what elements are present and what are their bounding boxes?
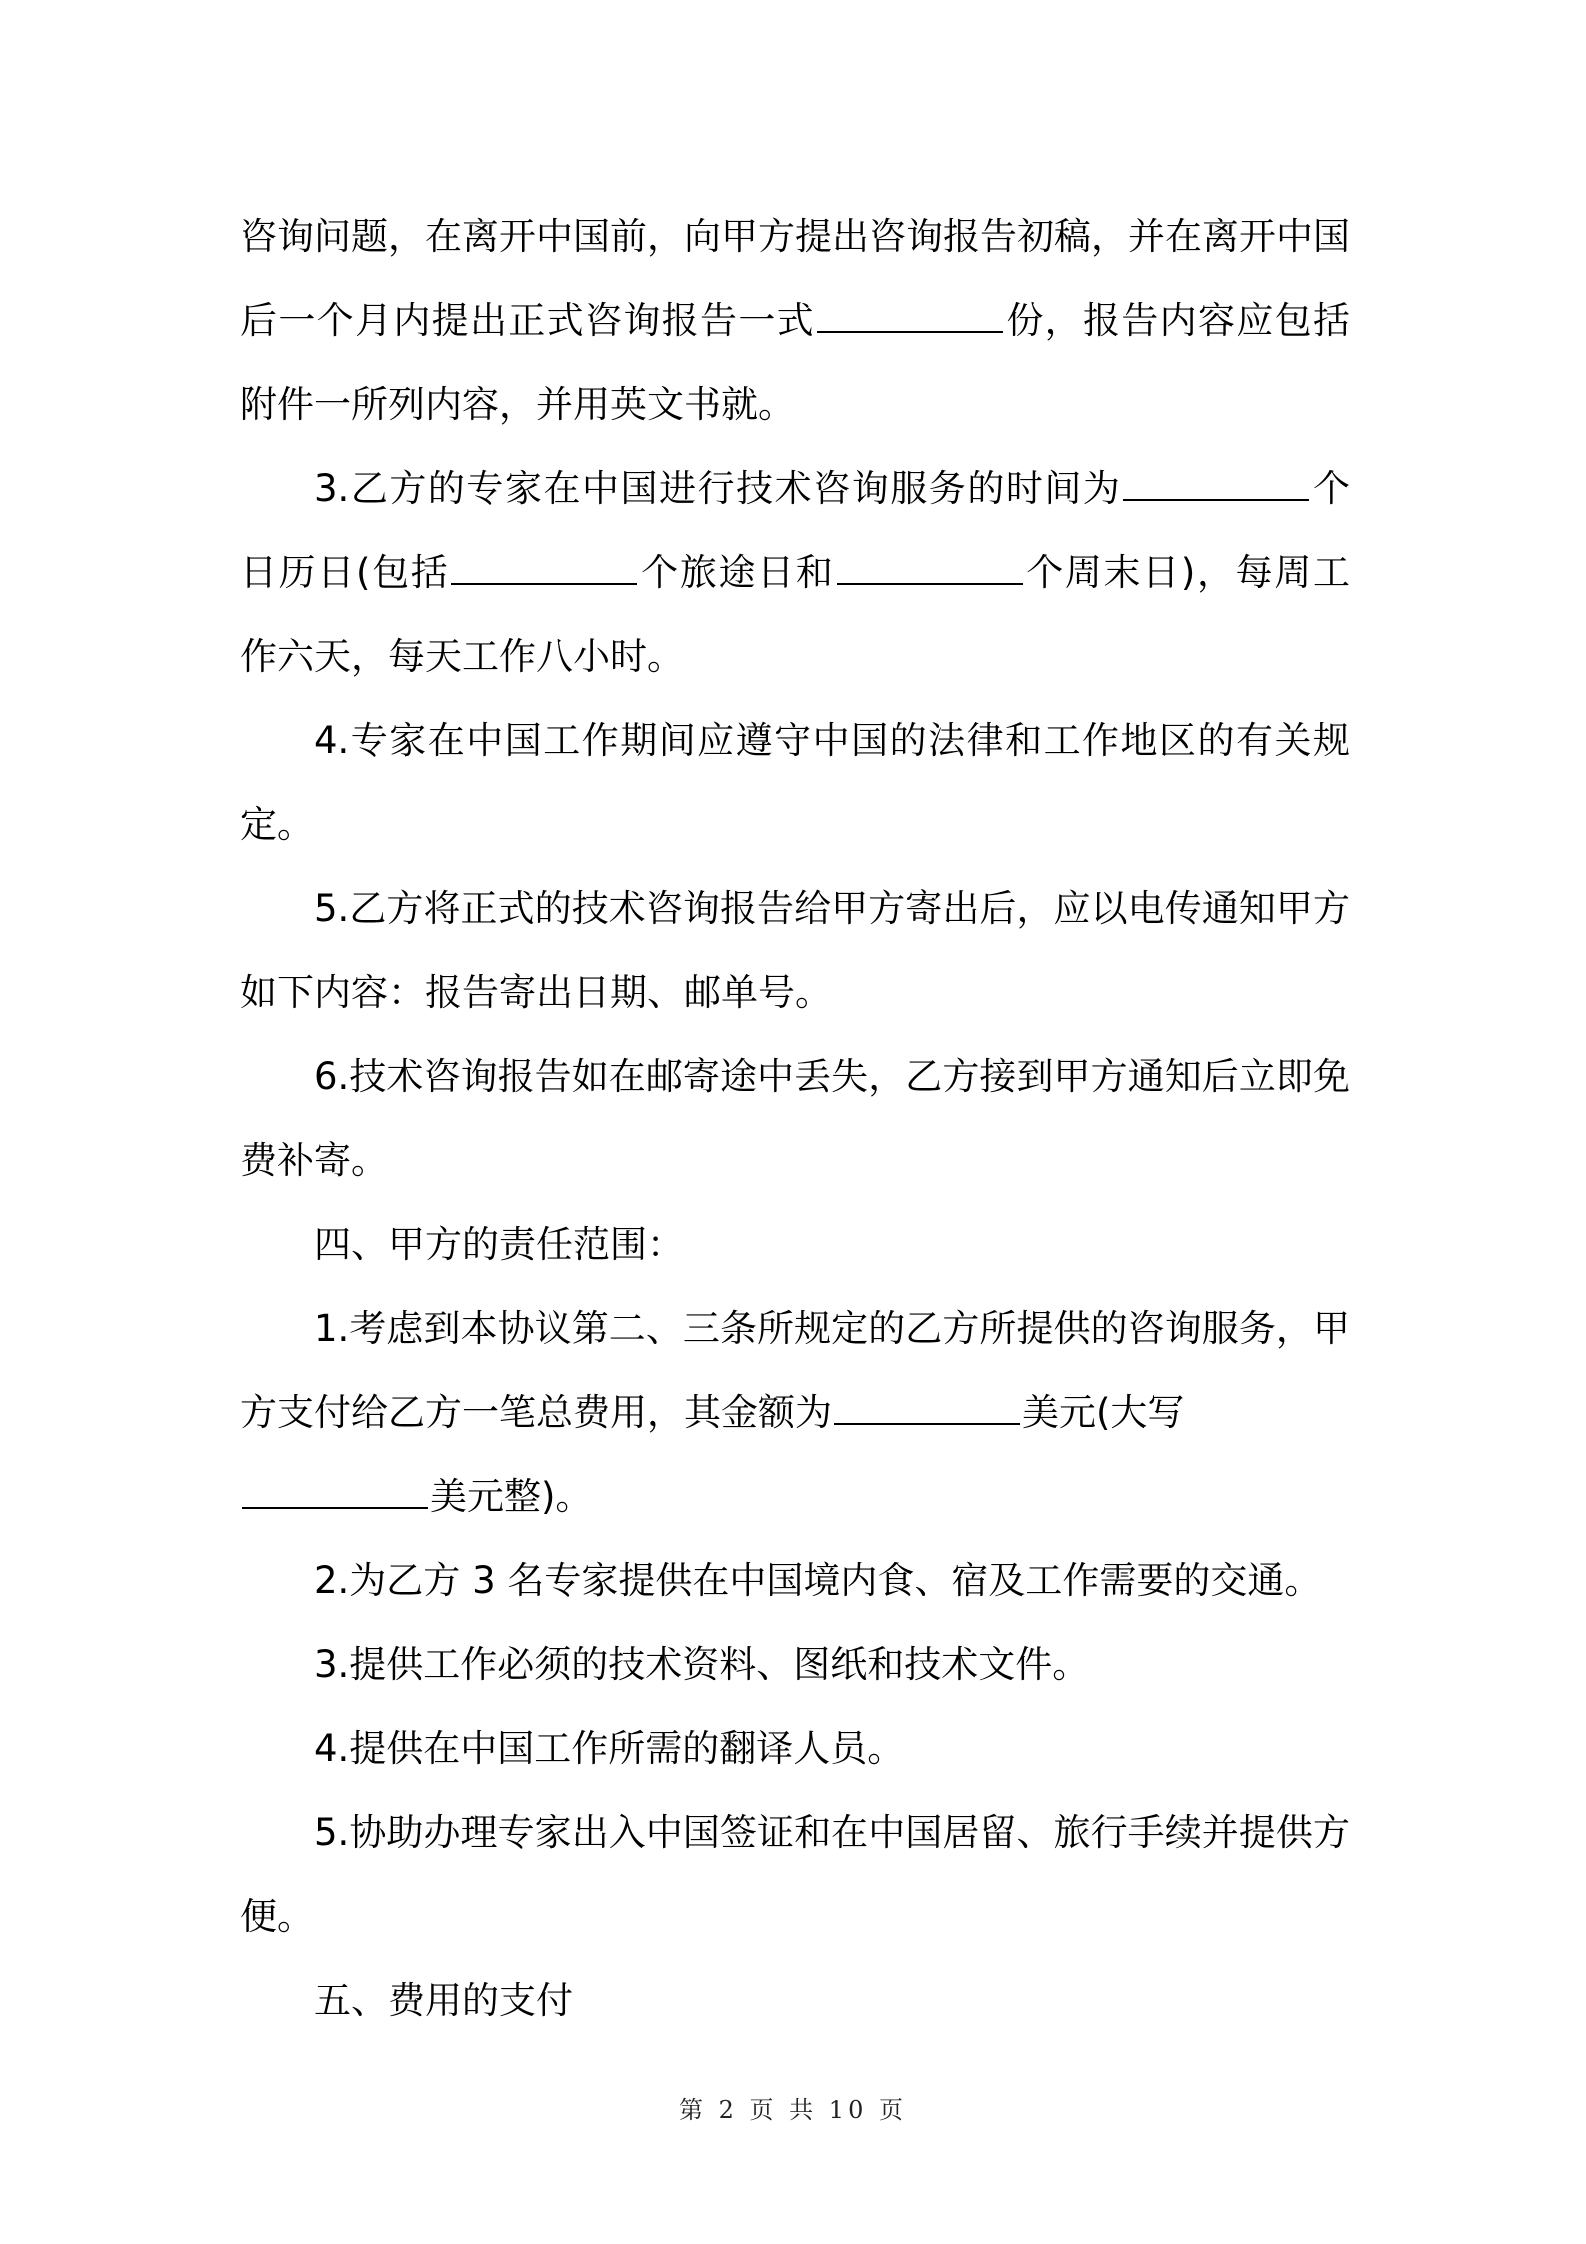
- text-segment: 咨询问题，在离开中国前，向甲方提出咨询报告初稿，并在离开中国后一个月内提出正式咨询报告一式: [240, 215, 1350, 342]
- fill-in-blank: [242, 1479, 428, 1509]
- text-segment: 美元整)。: [430, 1475, 593, 1518]
- fill-in-blank: [451, 555, 637, 585]
- text-segment: 5.乙方将正式的技术咨询报告给甲方寄出后，应以电传通知甲方如下内容：报告寄出日期、邮单号。: [240, 887, 1350, 1014]
- fill-in-blank: [1123, 471, 1309, 501]
- text-segment: 5.协助办理专家出入中国签证和在中国居留、旅行手续并提供方便。: [240, 1811, 1350, 1938]
- paragraph-party-a-clause-2-lodging: [240, 1539, 1350, 1623]
- fill-in-blank: [817, 303, 1003, 333]
- paragraph-party-a-clause-3-materials: [240, 1623, 1350, 1707]
- text-segment: 个日历日(包括: [240, 467, 1350, 594]
- text-segment: 份，报告内容应包括附件一所列内容，并用英文书就。: [240, 299, 1350, 426]
- text-segment: 6.技术咨询报告如在邮寄途中丢失，乙方接到甲方通知后立即免费补寄。: [240, 1055, 1350, 1182]
- text-segment: 3.提供工作必须的技术资料、图纸和技术文件。: [314, 1643, 1090, 1686]
- text-segment: 个旅途日和: [639, 551, 835, 594]
- paragraph-party-a-clause-1-fee: [240, 1287, 1350, 1455]
- fill-in-blank: [837, 555, 1023, 585]
- text-segment: 4.提供在中国工作所需的翻译人员。: [314, 1727, 905, 1770]
- text-segment: 五、费用的支付: [314, 1979, 573, 2022]
- document-body: [240, 195, 1350, 2043]
- text-segment: 个周末日)，每周工作六天，每天工作八小时。: [240, 551, 1351, 678]
- paragraph-clause-6-lost-report: [240, 1035, 1350, 1203]
- paragraph-party-a-clause-5-visa: [240, 1791, 1350, 1959]
- section-heading-party-a-scope: [240, 1203, 1350, 1287]
- text-segment: 4.专家在中国工作期间应遵守中国的法律和工作地区的有关规定。: [240, 719, 1350, 846]
- text-segment: 2.为乙方 3 名专家提供在中国境内食、宿及工作需要的交通。: [314, 1559, 1322, 1602]
- paragraph-party-a-clause-1-fee-continued: [240, 1455, 1350, 1539]
- paragraph-consulting-report: [240, 195, 1350, 447]
- text-segment: 美元(大写: [1022, 1391, 1185, 1434]
- page-number-footer: 第 2 页 共 10 页: [679, 2096, 907, 2124]
- paragraph-party-a-clause-4-translators: [240, 1707, 1350, 1791]
- fill-in-blank: [834, 1395, 1020, 1425]
- text-segment: 四、甲方的责任范围：: [314, 1223, 684, 1266]
- text-segment: 3.乙方的专家在中国进行技术咨询服务的时间为: [314, 467, 1122, 510]
- paragraph-clause-4-obey-laws: [240, 699, 1350, 867]
- paragraph-clause-5-telex-notice: [240, 867, 1350, 1035]
- text-segment: 1.考虑到本协议第二、三条所规定的乙方所提供的咨询服务，甲方支付给乙方一笔总费用，其金额为: [240, 1307, 1350, 1434]
- section-heading-fee-payment: [240, 1959, 1350, 2043]
- paragraph-clause-3-service-time: [240, 447, 1350, 699]
